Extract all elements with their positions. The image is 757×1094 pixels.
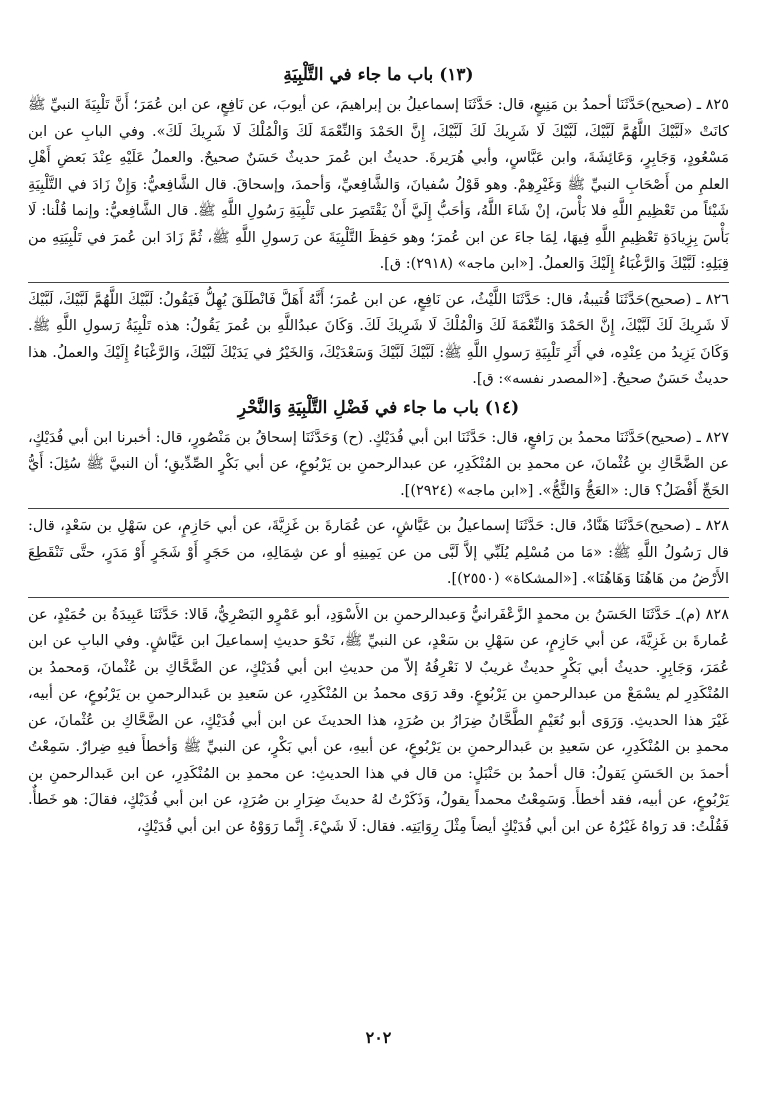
chapter-14-title: (١٤) باب ما جاء في فَضْلِ التَّلْبِيَةِ وَالنَّحْرِ (237, 397, 520, 418)
hadith-826: ٨٢٦ ـ (صحيح)حَدَّثَنَا قُتيبةُ، قال: حَدَّثَنَا اللَّيْثُ، عن نَافِعٍ، عن ابن عُمرَ؛ أَنَّهُ أَهَلَّ فَانْطَلَقَ يُهِلُّ فَيَقُولُ: لَبَّيْكَ اللَّهُمَّ لَبَّيْكَ، لَبَّيْكَ لَا شَرِيكَ لَكَ لَبَّيْكَ، إِنَّ الحَمْدَ وَالنِّعْمَةَ لَكَ وَالْمُلْكَ لَا شَرِيكَ لَكَ. وَكَانَ عبدُاللَّهِ بن عُمرَ يَقُولُ: هذه تَلْبِيَةُ رَسولِ اللَّهِ ﷺ. وَكَانَ يَزِيدُ من عِنْدِه، في أَثَرِ تَلْبِيَةِ رَسولِ اللَّهِ ﷺ: لَبَّيْكَ لَبَّيْكَ وَسَعْدَيْكَ، وَالخَيْرُ في يَدَيْكَ لَبَّيْكَ، وَالرَّغْبَاءُ إِلَيْكَ والعملُ. هذا حديثٌ حَسَنٌ صحيحٌ. [«المصدر نفسه»: ق]. (28, 291, 729, 387)
chapter-13-title: (١٣) باب ما جاء في التَّلْبِيَةِ (283, 65, 474, 85)
divider (28, 282, 729, 283)
divider (28, 508, 729, 509)
page-number: ٢٠٢ (365, 1028, 392, 1047)
hadith-827: ٨٢٧ ـ (صحيح)حَدَّثَنَا محمدُ بن رَافعٍ، قال: حَدَّثَنَا ابن أبي فُدَيْكٍ. (ح) وَحَدَّثَنَا إسحاقُ بن مَنْصُورٍ، قال: أخبرنا ابن أبي فُدَيْكٍ، عن الضَّحَّاكِ بنِ عُثْمانَ، عن محمدِ بن المُنْكَدِرِ، عن عبدالرحمنِ بن يَرْبُوعٍ، عن أبي بَكْرٍ الصِّدِّيقِ؛ أن النبيَّ ﷺ سُئِلَ: أَيُّ الحَجِّ أَفْضَلُ؟ قال: «العَجُّ وَالثَّجُّ». [«ابن ماجه» (٢٩٢٤)]. (28, 429, 729, 499)
hadith-828m: ٨٢٨ (م)ـ حَدَّثَنَا الحَسَنُ بن محمدٍ الزَّعْفَرانيُّ وَعبدالرحمنِ بن الأَسْوَدِ، أبو عَمْرٍو البَصْرِيُّ، قَالا: حَدَّثَنَا عَبِيدَةُ بن حُمَيْدٍ، عن عُمارةَ بن غَزِيَّةَ، عن أبي حَازِمٍ، عن سَهْلِ بن سَعْدٍ، عن النبيِّ ﷺ، نَحْوَ حديثِ إسماعيلَ ابن عَيَّاشٍ. وفي البابِ عن ابن عُمَرَ، وَجَابِرٍ. حديثُ أبي بَكْرٍ حديثٌ غريبٌ لا نَعْرِفُهُ إلاّ من حديثِ ابن أبي فُدَيْكٍ، عن الضَّحَّاكِ بن عُثْمانَ، وَمحمدُ بن المُنْكَدِرِ لم يسْمَعْ من عبدالرحمنِ بن يَرْبُوعٍ. وقد رَوَى محمدُ بن المُنْكَدِرِ، عن سَعيدِ بن عَبدالرحمنِ بن يَرْبُوعٍ، عن أبيه، غَيْرَ هذا الحديثِ. وَرَوَى أبو نُعَيْمٍ الطَّحَّانُ ضِرَارُ بن صُرَدٍ، هذا الحديثَ عن ابن أبي فُدَيْكٍ، عن الضَّحَّاكِ بن عُثْمانَ، عن محمدِ بن المُنْكَدِرِ، عن سَعيدِ بن عَبدالرحمنِ بن يَرْبُوعٍ، عن أبيهِ، عن أبي بَكْرٍ، عن النبيِّ ﷺ وَأخطأَ فيهِ ضِرارٌ. سَمِعْتُ أحمدَ بن الحَسَنِ يَقولُ: قال أحمدُ بن حَنْبَلٍ: من قال في هذا الحديثِ: عن محمدِ بن المُنْكَدِرِ، عن ابن عَبدالرحمنِ بن يَرْبُوعٍ، عن أبيه، فقد أخطأَ. وَسَمِعْتُ محمداً يقولُ، وَذَكَرْتُ لهُ حديثَ ضِرَارِ بن صُرَدٍ، عن ابن أبي فُدَيْكٍ، فقالَ: هو خَطأٌ. فَقُلْتُ: قد رَواهُ غَيْرُهُ عن ابن أبي فُدَيْكٍ أيضاً مِثْلَ رِوَايَتِه. فقال: لَا شَيْءَ. إِنَّما رَوَوْهُ عن ابن أبي فُدَيْكٍ، (28, 606, 729, 835)
hadith-825: ٨٢٥ ـ (صحيح)حَدَّثَنَا أحمدُ بن مَنِيعٍ، قال: حَدَّثَنَا إسماعيلُ بن إبراهيمَ، عن أيوبَ، عن نَافِعٍ، عن ابن عُمَرَ؛ أَنَّ تَلْبِيَةَ النبيِّ ﷺ كانَتْ «لَبَّيْكَ اللَّهُمَّ لَبَّيْكَ، لَبَّيْكَ لَا شَرِيكَ لَكَ لَبَّيْكَ، إِنَّ الحَمْدَ وَالنِّعْمَةَ لَكَ وَالْمُلْكَ لَا شَرِيكَ لَكَ». وفي البابِ عن ابن مَسْعُودٍ، وَجَابِرٍ، وَعَائِشَةَ، وابن عَبَّاسٍ، وأبي هُرَيرةَ. حديثُ ابن عُمرَ حديثٌ حَسَنٌ صحيحٌ. والعملُ عَلَيْهِ عِنْدَ بَعضِ أَهْلِ العلمِ من أَصْحَابِ النبيِّ ﷺ وَغَيْرِهِمْ. وهو قَوْلُ سُفيانَ، وَالشَّافِعيِّ، وَأحمدَ، وإسحاقَ. قال الشَّافِعيُّ: وَإِنْ زَادَ في التَّلْبِيَةِ شَيْئاً من تَعْظِيمِ اللَّهِ فلا بَأْسَ، إنْ شَاءَ اللَّهُ، وَأحَبُّ إِلَيَّ أَنْ يَقْتَصِرَ على تَلْبِيَةِ رَسُولِ اللَّهِ ﷺ. قال الشَّافِعيُّ: وإنما قُلْنا: لَا بَأْسَ بِزِيادَةِ تَعْظِيمِ اللَّهِ فِيهَا، لِمَا جاءَ عن ابن عُمرَ؛ وهو حَفِظَ التَّلْبِيَةَ عن رَسولِ اللَّهِ ﷺ، ثُمَّ زَادَ ابن عُمرَ في تَلْبِيَتِهِ من قِبَلِهِ: لَبَّيْكَ وَالرَّغْبَاءُ إِلَيْكَ وَالعملُ. [«ابن ماجه» (٢٩١٨): ق]. (28, 97, 729, 272)
divider (28, 597, 729, 598)
hadith-828: ٨٢٨ ـ (صحيح)حَدَّثَنَا هَنَّادٌ، قال: حَدَّثَنَا إسماعيلُ بن عَيَّاشٍ، عن عُمَارةَ بن غَزِيَّةَ، عن أبي حَازِمٍ، عن سَهْلِ بن سَعْدٍ، قال: قال رَسُولُ اللَّهِ ﷺ: «مَا من مُسْلِم يُلَبِّي إلاَّ لَبَّى من عن يَمِينِهِ أو عن شِمَالِهِ، من حَجَرٍ أَوْ شَجَرٍ أَوْ مَدَرٍ، حتَّى تَنْقَطِعَ الأَرْضُ من هَاهُنَا وَهَاهُنَا». [«المشكاة» (٢٥٥٠)]. (28, 518, 729, 587)
